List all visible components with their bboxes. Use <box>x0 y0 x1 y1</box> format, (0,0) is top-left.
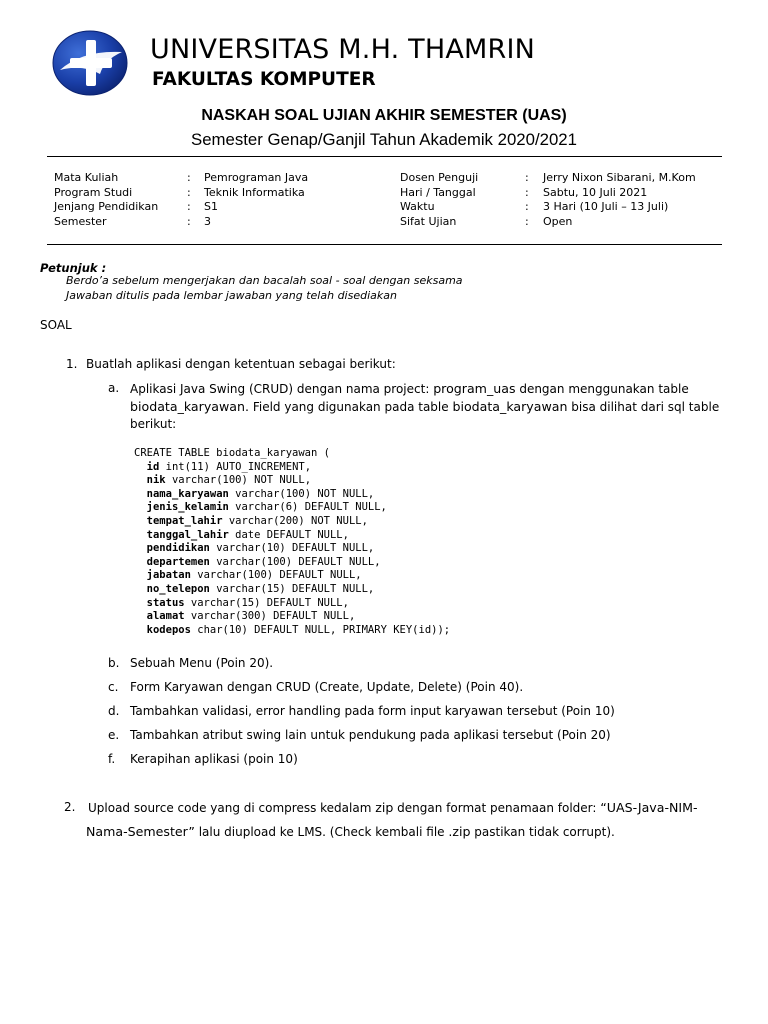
info-label: Dosen Penguji <box>400 171 479 184</box>
sql-field-def: int(11) AUTO_INCREMENT, <box>159 460 312 473</box>
exam-subtitle: Semester Genap/Ganjil Tahun Akademik 2020/2021 <box>191 130 577 149</box>
info-colon: : <box>187 171 191 184</box>
sql-field-def: varchar(300) DEFAULT NULL, <box>184 610 356 623</box>
subitem-letter: d. <box>108 704 120 718</box>
subitem-a-line1: Aplikasi Java Swing (CRUD) dengan nama project: program_uas dengan menggunakan table <box>130 381 689 396</box>
subitem-letter: a. <box>108 381 120 395</box>
sql-field-name: tempat_lahir <box>146 514 223 527</box>
sql-code-block <box>134 447 450 637</box>
subitem-letter: f. <box>108 752 116 766</box>
sql-field-def: date DEFAULT NULL, <box>228 528 349 541</box>
subitem-a-line2: biodata_karyawan. Field yang digunakan pada table biodata_karyawan bisa dilihat dari sql table <box>130 399 720 414</box>
instruction-line: Berdo’a sebelum mengerjakan dan bacalah soal - soal dengan seksama <box>66 274 463 287</box>
question-2-line2: Nama-Semester” lalu diupload ke LMS. (Check kembali file .zip pastikan tidak corrupt). <box>86 824 615 839</box>
question-number: 2. <box>64 800 76 814</box>
info-label: Jenjang Pendidikan <box>54 200 159 213</box>
divider-top <box>47 156 722 157</box>
sql-field-name: alamat <box>146 610 185 623</box>
info-value: Pemrograman Java <box>204 171 309 184</box>
subitem-text: Tambahkan atribut swing lain untuk pendukung pada aplikasi tersebut (Poin 20) <box>130 728 611 742</box>
sql-field-name: jabatan <box>146 569 191 582</box>
question-text: Buatlah aplikasi dengan ketentuan sebagai berikut: <box>86 357 396 371</box>
sql-field-name: jenis_kelamin <box>146 501 229 514</box>
instructions-label: Petunjuk : <box>40 261 107 275</box>
sql-field-def: varchar(100) DEFAULT NULL, <box>190 569 362 582</box>
sql-field-name: nama_karyawan <box>146 487 229 500</box>
sql-header: CREATE TABLE biodata_karyawan ( <box>134 447 330 459</box>
info-colon: : <box>187 186 191 199</box>
info-colon: : <box>525 171 529 184</box>
subitem-text: Form Karyawan dengan CRUD (Create, Update, Delete) (Poin 40). <box>130 680 524 694</box>
sql-field-def: varchar(200) NOT NULL, <box>222 514 368 527</box>
sql-field-def: varchar(6) DEFAULT NULL, <box>228 501 387 514</box>
info-label: Waktu <box>400 200 435 213</box>
info-label: Sifat Ujian <box>400 215 457 228</box>
info-label: Program Studi <box>54 186 133 199</box>
sql-field-def: varchar(10) DEFAULT NULL, <box>209 542 375 555</box>
sql-field-name: id <box>146 460 160 473</box>
info-label: Mata Kuliah <box>54 171 119 184</box>
subitem-text: Sebuah Menu (Poin 20). <box>130 656 274 670</box>
info-colon: : <box>187 215 191 228</box>
subitem-a-line3: berikut: <box>130 417 177 431</box>
instruction-line: Jawaban ditulis pada lembar jawaban yang telah disediakan <box>66 289 397 302</box>
subitem-letter: e. <box>108 728 120 742</box>
info-colon: : <box>187 200 191 213</box>
info-value: Sabtu, 10 Juli 2021 <box>543 186 648 199</box>
sql-field-name: status <box>146 596 185 609</box>
info-colon: : <box>525 200 529 213</box>
exam-title: NASKAH SOAL UJIAN AKHIR SEMESTER (UAS) <box>201 107 567 124</box>
divider-bottom <box>47 244 722 245</box>
sql-field-name: no_telepon <box>146 582 210 595</box>
info-value: 3 Hari (10 Juli – 13 Juli) <box>543 200 669 213</box>
subitem-text: Kerapihan aplikasi (poin 10) <box>130 752 298 766</box>
subitem-letter: b. <box>108 656 120 670</box>
question-2-line1: Upload source code yang di compress kedalam zip dengan format penamaan folder: “UAS-Java-NIM- <box>88 800 698 815</box>
sql-field-def: varchar(15) DEFAULT NULL, <box>209 582 375 595</box>
university-logo-icon <box>52 30 128 96</box>
sql-field-name: nik <box>146 474 166 487</box>
info-value: Jerry Nixon Sibarani, M.Kom <box>543 171 696 184</box>
info-value: 3 <box>204 215 211 228</box>
info-value: Open <box>543 215 573 228</box>
faculty-name: FAKULTAS KOMPUTER <box>152 69 376 90</box>
section-heading-soal: SOAL <box>40 318 72 332</box>
sql-field-def: varchar(100) NOT NULL, <box>165 474 312 487</box>
sql-field-def: varchar(100) DEFAULT NULL, <box>209 555 381 568</box>
sql-field-def: varchar(100) NOT NULL, <box>228 487 375 500</box>
info-value: Teknik Informatika <box>204 186 305 199</box>
info-label: Semester <box>54 215 107 228</box>
sql-field-name: departemen <box>146 555 210 568</box>
sql-field-def: char(10) DEFAULT NULL, PRIMARY KEY(id)); <box>190 623 451 636</box>
info-label: Hari / Tanggal <box>400 186 476 199</box>
subitem-text: Tambahkan validasi, error handling pada form input karyawan tersebut (Poin 10) <box>130 704 615 718</box>
sql-field-name: tanggal_lahir <box>146 528 229 541</box>
subitem-letter: c. <box>108 680 119 694</box>
sql-field-name: kodepos <box>146 623 191 636</box>
info-value: S1 <box>204 200 218 213</box>
info-colon: : <box>525 215 529 228</box>
sql-field-name: pendidikan <box>146 542 210 555</box>
question-number: 1. <box>66 357 78 371</box>
university-name: UNIVERSITAS M.H. THAMRIN <box>150 34 536 65</box>
info-colon: : <box>525 186 529 199</box>
sql-field-def: varchar(15) DEFAULT NULL, <box>184 596 349 609</box>
